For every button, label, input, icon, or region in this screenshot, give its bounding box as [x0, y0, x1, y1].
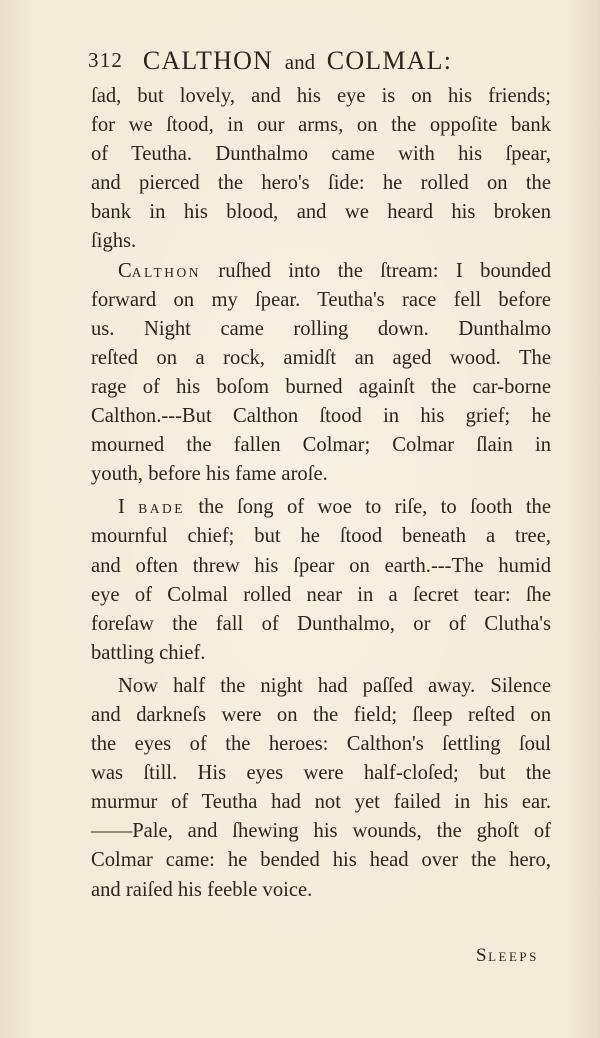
paragraph: [91, 493, 551, 668]
text-line: Colmar came: he bended his head over the hero,: [91, 849, 551, 872]
lead-smallcaps: ALTHON: [131, 264, 202, 280]
text-line: mourned the fallen Colmar; Colmar ſlain in: [91, 434, 551, 457]
text-line: mournful chief; but he ſtood beneath a tree,: [91, 525, 551, 548]
text-line: and darkneſs were on the field; ſleep reſted on: [91, 703, 551, 726]
paragraph: [91, 82, 551, 257]
text-line: was ſtill. His eyes were half-cloſed; but the: [91, 762, 551, 785]
text-line: for we ſtood, in our arms, on the oppoſite bank: [91, 114, 551, 137]
line-rest: the ſong of woe to riſe, to ſooth the: [185, 496, 551, 519]
running-title-part2: COLMAL:: [326, 46, 453, 75]
body-text: [91, 82, 551, 905]
line-rest: ruſhed into the ſtream: I bounded: [201, 259, 551, 282]
text-line: and pierced the hero's ſide: he rolled on the: [91, 172, 551, 195]
text-line: the eyes of the heroes: Calthon's ſettling ſoul: [91, 733, 551, 756]
paragraph: [91, 257, 551, 490]
text-line: Calthon.---But Calthon ſtood in his grief; he: [91, 405, 551, 428]
paragraph: [91, 672, 551, 905]
lead-initial: I: [118, 496, 125, 519]
text-line: eye of Colmal rolled near in a ſecret tear: ſhe: [91, 583, 551, 606]
text-line: of Teutha. Dunthalmo came with his ſpear,: [91, 143, 551, 166]
catchword: [476, 945, 539, 967]
text-line: battling chief.: [91, 641, 206, 664]
text-line: ſad, but lovely, and his eye is on his friends;: [91, 85, 551, 107]
text-line: us. Night came rolling down. Dunthalmo: [91, 317, 551, 340]
text-line: murmur of Teutha had not yet failed in his ear.: [91, 791, 551, 814]
running-head: [88, 46, 558, 82]
text-line: foreſaw the fall of Dunthalmo, or of Clutha's: [91, 612, 551, 635]
text-line: Now half the night had paſſed away. Silence: [118, 674, 551, 697]
text-line: ſighs.: [91, 230, 137, 253]
lead-smallcaps: BADE: [138, 501, 186, 517]
text-line: rage of his boſom burned againſt the car-borne: [91, 375, 551, 398]
text-line: youth, before his fame aroſe.: [91, 463, 328, 486]
running-title-and: and: [284, 50, 316, 74]
catchword-smallcaps: LEEPS: [488, 949, 539, 964]
text-line: and often threw his ſpear on earth.---The humid: [91, 554, 551, 577]
page-number: 312: [88, 48, 124, 72]
text-line: forward on my ſpear. Teutha's race fell before: [91, 288, 551, 311]
catchword-initial: S: [476, 945, 489, 966]
running-title-part1: CALTHON: [142, 46, 274, 75]
text-line: bank in his blood, and we heard his broken: [91, 201, 551, 224]
lead-initial: C: [118, 259, 132, 282]
text-line: ——Pale, and ſhewing his wounds, the ghoſt of: [91, 820, 551, 843]
text-line: reſted on a rock, amidſt an aged wood. The: [91, 346, 551, 369]
text-line: and raiſed his feeble voice.: [91, 878, 313, 901]
text-line: [91, 257, 551, 286]
text-line: [91, 493, 551, 522]
